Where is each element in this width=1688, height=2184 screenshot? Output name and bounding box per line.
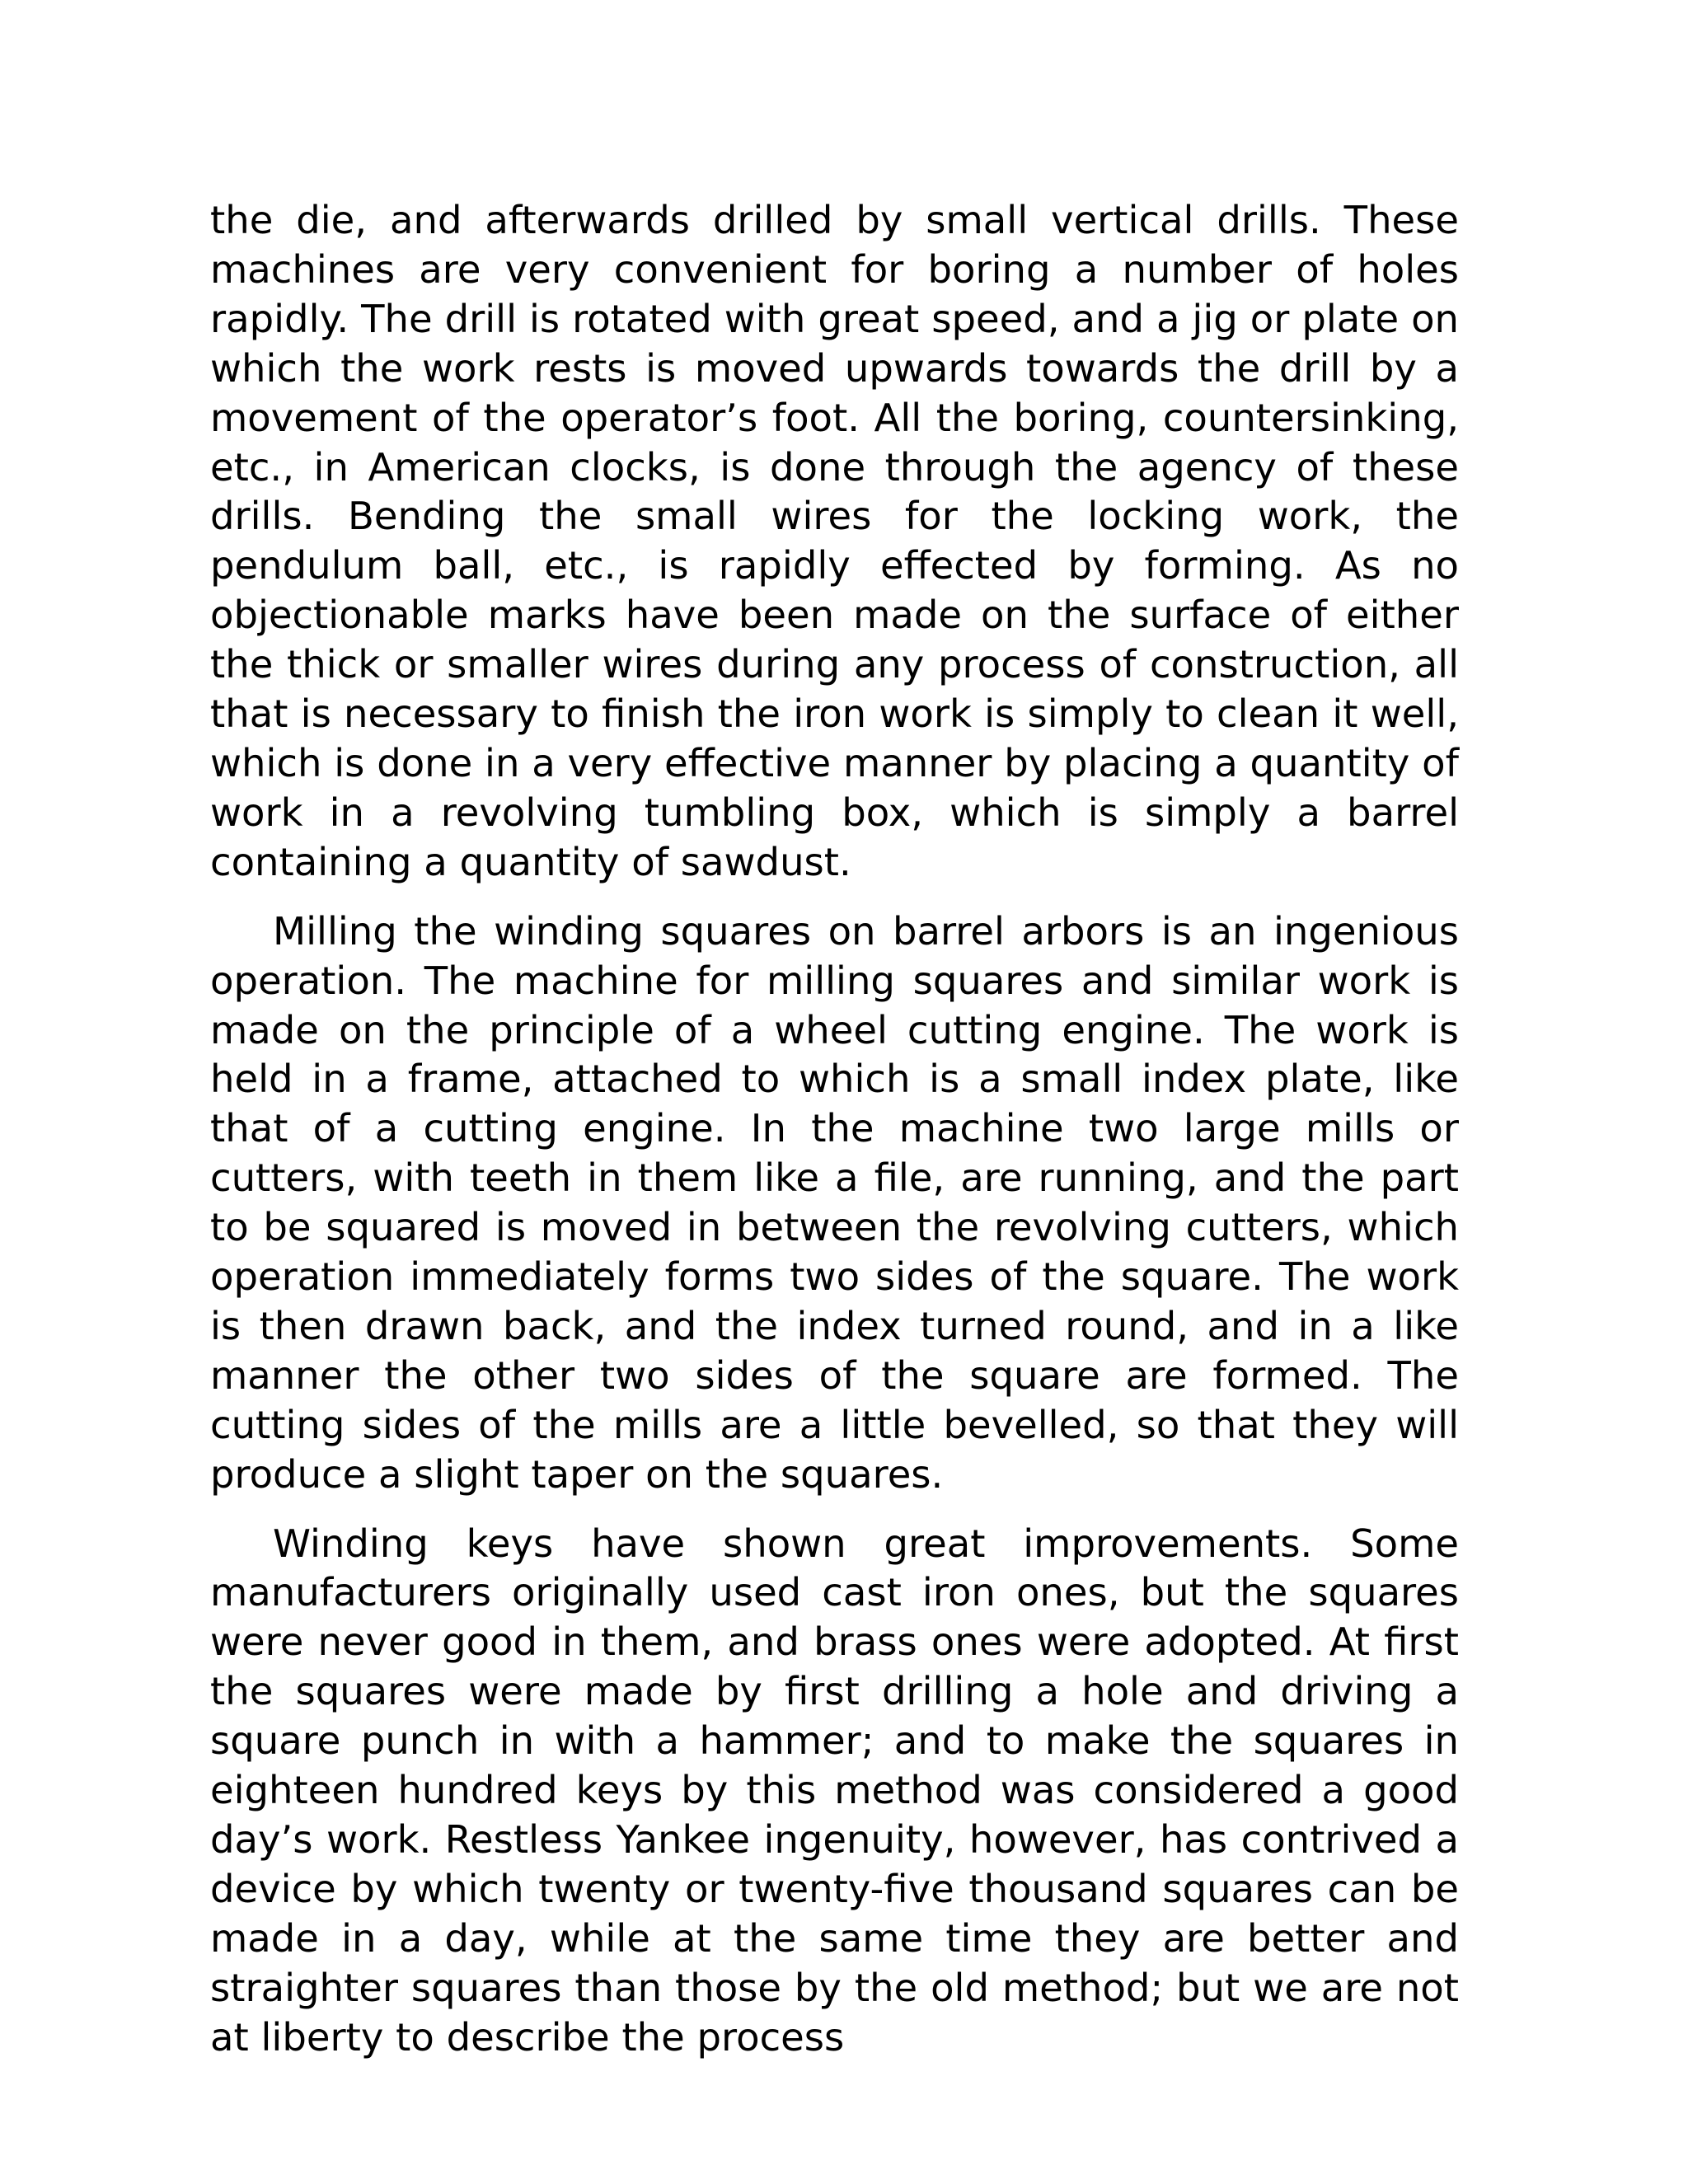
paragraph-3: Winding keys have shown great improvements. Some manufacturers originally used cast iron ones, but the squares were never good in them, and brass ones were adopted. At first the squares were made by first drilling a hole and driving a square punch in with a hammer; and to make the squares in eighteen hundred keys by this method was considered a good day’s work. Restless Yankee ingenuity, however, has contrived a device by which twenty or twenty-five thousand squares can be made in a day, while at the same time they are better and straighter squares than those by the old method; but we are not at liberty to describe the process <box>210 1521 1459 2060</box>
page-body <box>210 196 1459 2063</box>
paragraph-1: the die, and afterwards drilled by small vertical drills. These machines are very convenient for boring a number of holes rapidly. The drill is rotated with great speed, and a jig or plate on which the work rests is moved upwards towards the drill by a movement of the operator’s foot. All the boring, countersinking, etc., in American clocks, is done through the agency of these drills. Bending the small wires for the locking work, the pendulum ball, etc., is rapidly effected by forming. As no objectionable marks have been made on the surface of either the thick or smaller wires during any process of construction, all that is necessary to finish the iron work is simply to clean it well, which is done in a very effective manner by placing a quantity of work in a revolving tumbling box, which is simply a barrel containing a quantity of sawdust. <box>210 198 1459 884</box>
paragraph-2: Milling the winding squares on barrel arbors is an ingenious operation. The machine for milling squares and similar work is made on the principle of a wheel cutting engine. The work is held in a frame, attached to which is a small index plate, like that of a cutting engine. In the machine two large mills or cutters, with teeth in them like a file, are running, and the part to be squared is moved in between the revolving cutters, which operation immediately forms two sides of the square. The work is then drawn back, and the index turned round, and in a like manner the other two sides of the square are formed. The cutting sides of the mills are a little bevelled, so that they will produce a slight taper on the squares. <box>210 908 1459 1497</box>
